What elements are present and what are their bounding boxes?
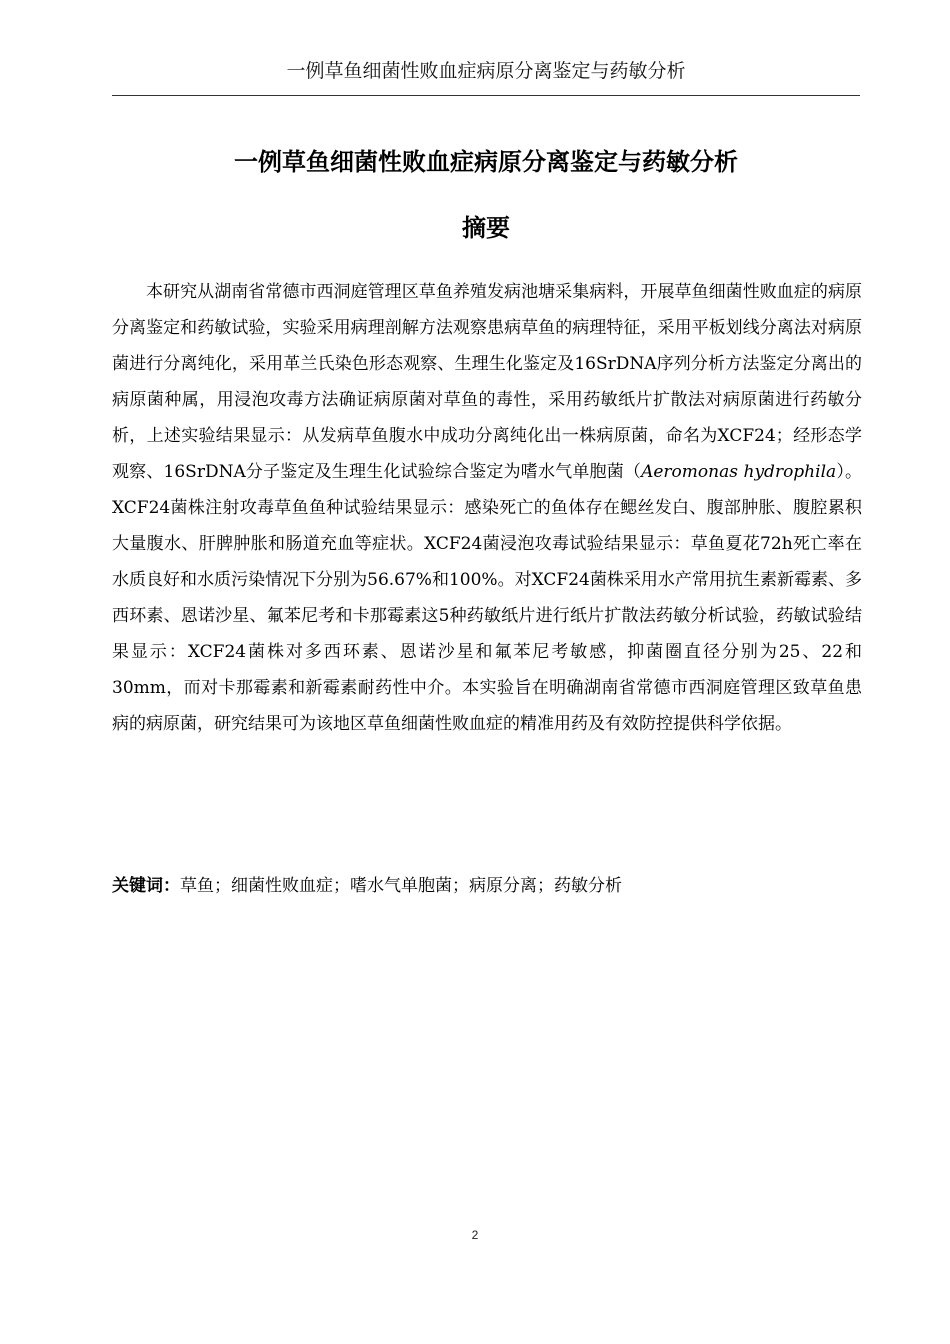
keywords-line [112,871,860,901]
abstract-body [112,274,862,742]
running-header: 一例草鱼细菌性败血症病原分离鉴定与药敏分析 [286,60,686,82]
header-divider [112,95,860,96]
keywords-text: 草鱼；细菌性败血症；嗜水气单胞菌；病原分离；药敏分析 [180,876,622,896]
abstract-text-part2: ）。XCF24菌株注射攻毒草鱼鱼种试验结果显示：感染死亡的鱼体存在鳃丝发白、腹部肿胀、腹腔累积大量腹水、肝脾肿胀和肠道充血等症状。XCF24菌浸泡攻毒试验结果显示：草鱼夏花72h死亡率在水质良好和水质污染情况下分别为56.67%和100%。对XCF24菌株采用水产常用抗生素新霉素、多西环素、恩诺沙星、氟苯尼考和卡那霉素这5种药敏纸片进行纸片扩散法药敏分析试验，药敏试验结果显示：XCF24菌株对多西环素、恩诺沙星和氟苯尼考敏感，抑菌圈直径分别为25、22和30mm，而对卡那霉素和新霉素耐药性中介。本实验旨在明确湖南省常德市西洞庭管理区致草鱼患病的病原菌，研究结果可为该地区草鱼细菌性败血症的精准用药及有效防控提供科学依据。 [112,462,863,734]
abstract-heading: 摘要 [462,214,510,242]
page-number: 2 [471,1228,479,1242]
document-title: 一例草鱼细菌性败血症病原分离鉴定与药敏分析 [234,148,738,176]
abstract-text-part1: 本研究从湖南省常德市西洞庭管理区草鱼养殖发病池塘采集病料，开展草鱼细菌性败血症的病原分离鉴定和药敏试验，实验采用病理剖解方法观察患病草鱼的病理特征，采用平板划线分离法对病原菌进行分离纯化，采用革兰氏染色形态观察、生理生化鉴定及16SrDNA序列分析方法鉴定分离出的病原菌种属，用浸泡攻毒方法确证病原菌对草鱼的毒性，采用药敏纸片扩散法对病原菌进行药敏分析，上述实验结果显示：从发病草鱼腹水中成功分离纯化出一株病原菌，命名为XCF24；经形态学观察、16SrDNA分子鉴定及生理生化试验综合鉴定为嗜水气单胞菌（ [112,282,862,482]
species-name: Aeromonas hydrophila [641,462,837,482]
abstract-paragraph [112,274,862,742]
keywords-label: 关键词： [112,876,180,896]
